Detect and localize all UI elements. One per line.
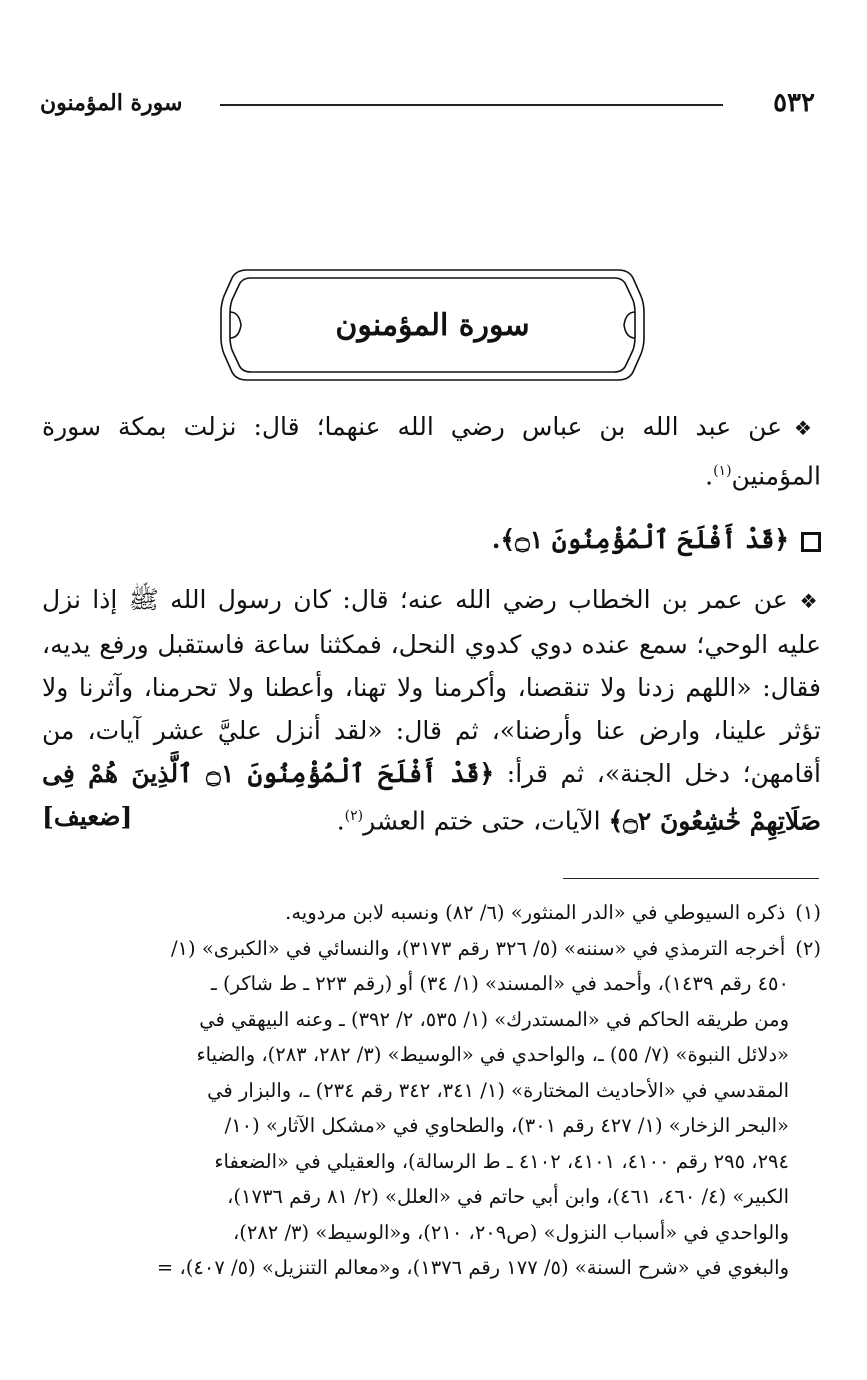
quoted-verse: ﴿قَدْ أَفْلَحَ ٱلْمُؤْمِنُونَ ۝١ ٱلَّذِينَ هُمْ فِى صَلَاتِهِمْ خَٰشِعُونَ ۝٢﴾ xyxy=(42,759,821,836)
footnote-line: والبغوي في «شرح السنة» (٥/ ١٧٧ رقم ١٣٧٦)، و«معالم التنزيل» (٥/ ٤٠٧)، = xyxy=(156,1256,789,1279)
footnote-line: الكبير» (٤/ ٤٦٠، ٤٦١)، وابن أبي حاتم في «العلل» (٢/ ٨١ رقم ١٧٣٦)، xyxy=(227,1185,789,1208)
footnote-ref-1[interactable]: (١) xyxy=(713,463,732,479)
paragraph-1-text: عن عبد الله بن عباس رضي الله عنهما؛ قال: نزلت بمكة سورة المؤمنين xyxy=(42,412,821,491)
diamond-bullet-icon: ❖ xyxy=(799,589,821,613)
footnotes xyxy=(28,895,821,1286)
footnote-number: (٢) xyxy=(795,936,821,960)
diamond-bullet-icon: ❖ xyxy=(794,416,821,440)
paragraph-2-text: عن عمر بن الخطاب رضي الله عنه؛ قال: كان رسول الله ﷺ إذا نزل عليه الوحي؛ سمع عنده دوي كدوي النحل، فمكثنا ساعة فاستقبل ورفع يديه، فقال: «اللهم زدنا ولا تنقصنا، وأكرمنا ولا تهنا، وأعطنا ولا تحرمنا، وآثرنا ولا تؤثر علينا، وارض عنا وأرضنا»، ثم قال: «لقد أنزل عليَّ عشر آيات، من أقامهن؛ دخل الجنة»، ثم قرأ: xyxy=(42,585,821,788)
footnote-line: ٢٩٤، ٢٩٥ رقم ٤١٠٠، ٤١٠١، ٤١٠٢ ـ ط الرسالة)، والعقيلي في «الضعفاء xyxy=(214,1149,789,1173)
paragraph-1-end: . xyxy=(705,461,714,491)
hadith-grade: [ضعيف] xyxy=(42,802,133,831)
square-bullet-icon xyxy=(801,532,821,552)
paragraph-2-end: . xyxy=(336,806,345,836)
verse-heading xyxy=(42,518,821,561)
footnote-number: (١) xyxy=(795,901,821,924)
footnote-ref-2[interactable]: (٢) xyxy=(344,808,364,824)
footnote-line: ٤٥٠ رقم ١٤٣٩)، وأحمد في «المسند» (١/ ٣٤) أو (رقم ٢٢٣ ـ ط شاكر) ـ xyxy=(211,972,789,995)
verse-heading-end: . xyxy=(491,525,501,554)
footnote-1 xyxy=(28,895,821,931)
page-number: ٥٣٢ xyxy=(773,88,815,118)
running-title: سورة المؤمنون xyxy=(40,90,183,116)
verse-text: ﴿قَدْ أَفْلَحَ ٱلْمُؤْمِنُونَ ۝١﴾ xyxy=(500,525,789,554)
paragraph-2 xyxy=(42,578,821,842)
paragraph-2-tail: الآيات، حتى ختم العشر xyxy=(363,806,601,836)
footnote-text: ذكره السيوطي في «الدر المنثور» (٦/ ٨٢) ونسبه لابن مردويه. xyxy=(285,901,786,924)
surah-title: سورة المؤمنون xyxy=(335,307,530,343)
header-rule xyxy=(220,104,723,106)
running-header xyxy=(40,88,815,124)
footnote-line: «دلائل النبوة» (٧/ ٥٥) ـ، والواحدي في «الوسيط» (٣/ ٢٨٢، ٢٨٣)، والضياء xyxy=(196,1043,789,1066)
surah-title-frame xyxy=(217,266,648,384)
footnote-line: المقدسي في «الأحاديث المختارة» (١/ ٣٤١، ٣٤٢ رقم ٢٣٤) ـ، والبزار في xyxy=(207,1078,789,1102)
footnote-2 xyxy=(28,931,821,1286)
paragraph-1 xyxy=(42,405,821,497)
footnote-line: والواحدي في «أسباب النزول» (ص٢٠٩، ٢١٠)، و«الوسيط» (٣/ ٢٨٢)، xyxy=(232,1220,789,1244)
footnote-separator xyxy=(563,878,819,879)
footnote-line: ومن طريقه الحاكم في «المستدرك» (١/ ٥٣٥، ٢/ ٣٩٢) ـ وعنه البيهقي في xyxy=(199,1007,789,1031)
footnote-line: «البحر الزخار» (١/ ٤٢٧ رقم ٣٠١)، والطحاوي في «مشكل الآثار» (١٠/ xyxy=(224,1114,789,1137)
footnote-line: أخرجه الترمذي في «سننه» (٥/ ٣٢٦ رقم ٣١٧٣)، والنسائي في «الكبرى» (١/ xyxy=(170,936,786,960)
